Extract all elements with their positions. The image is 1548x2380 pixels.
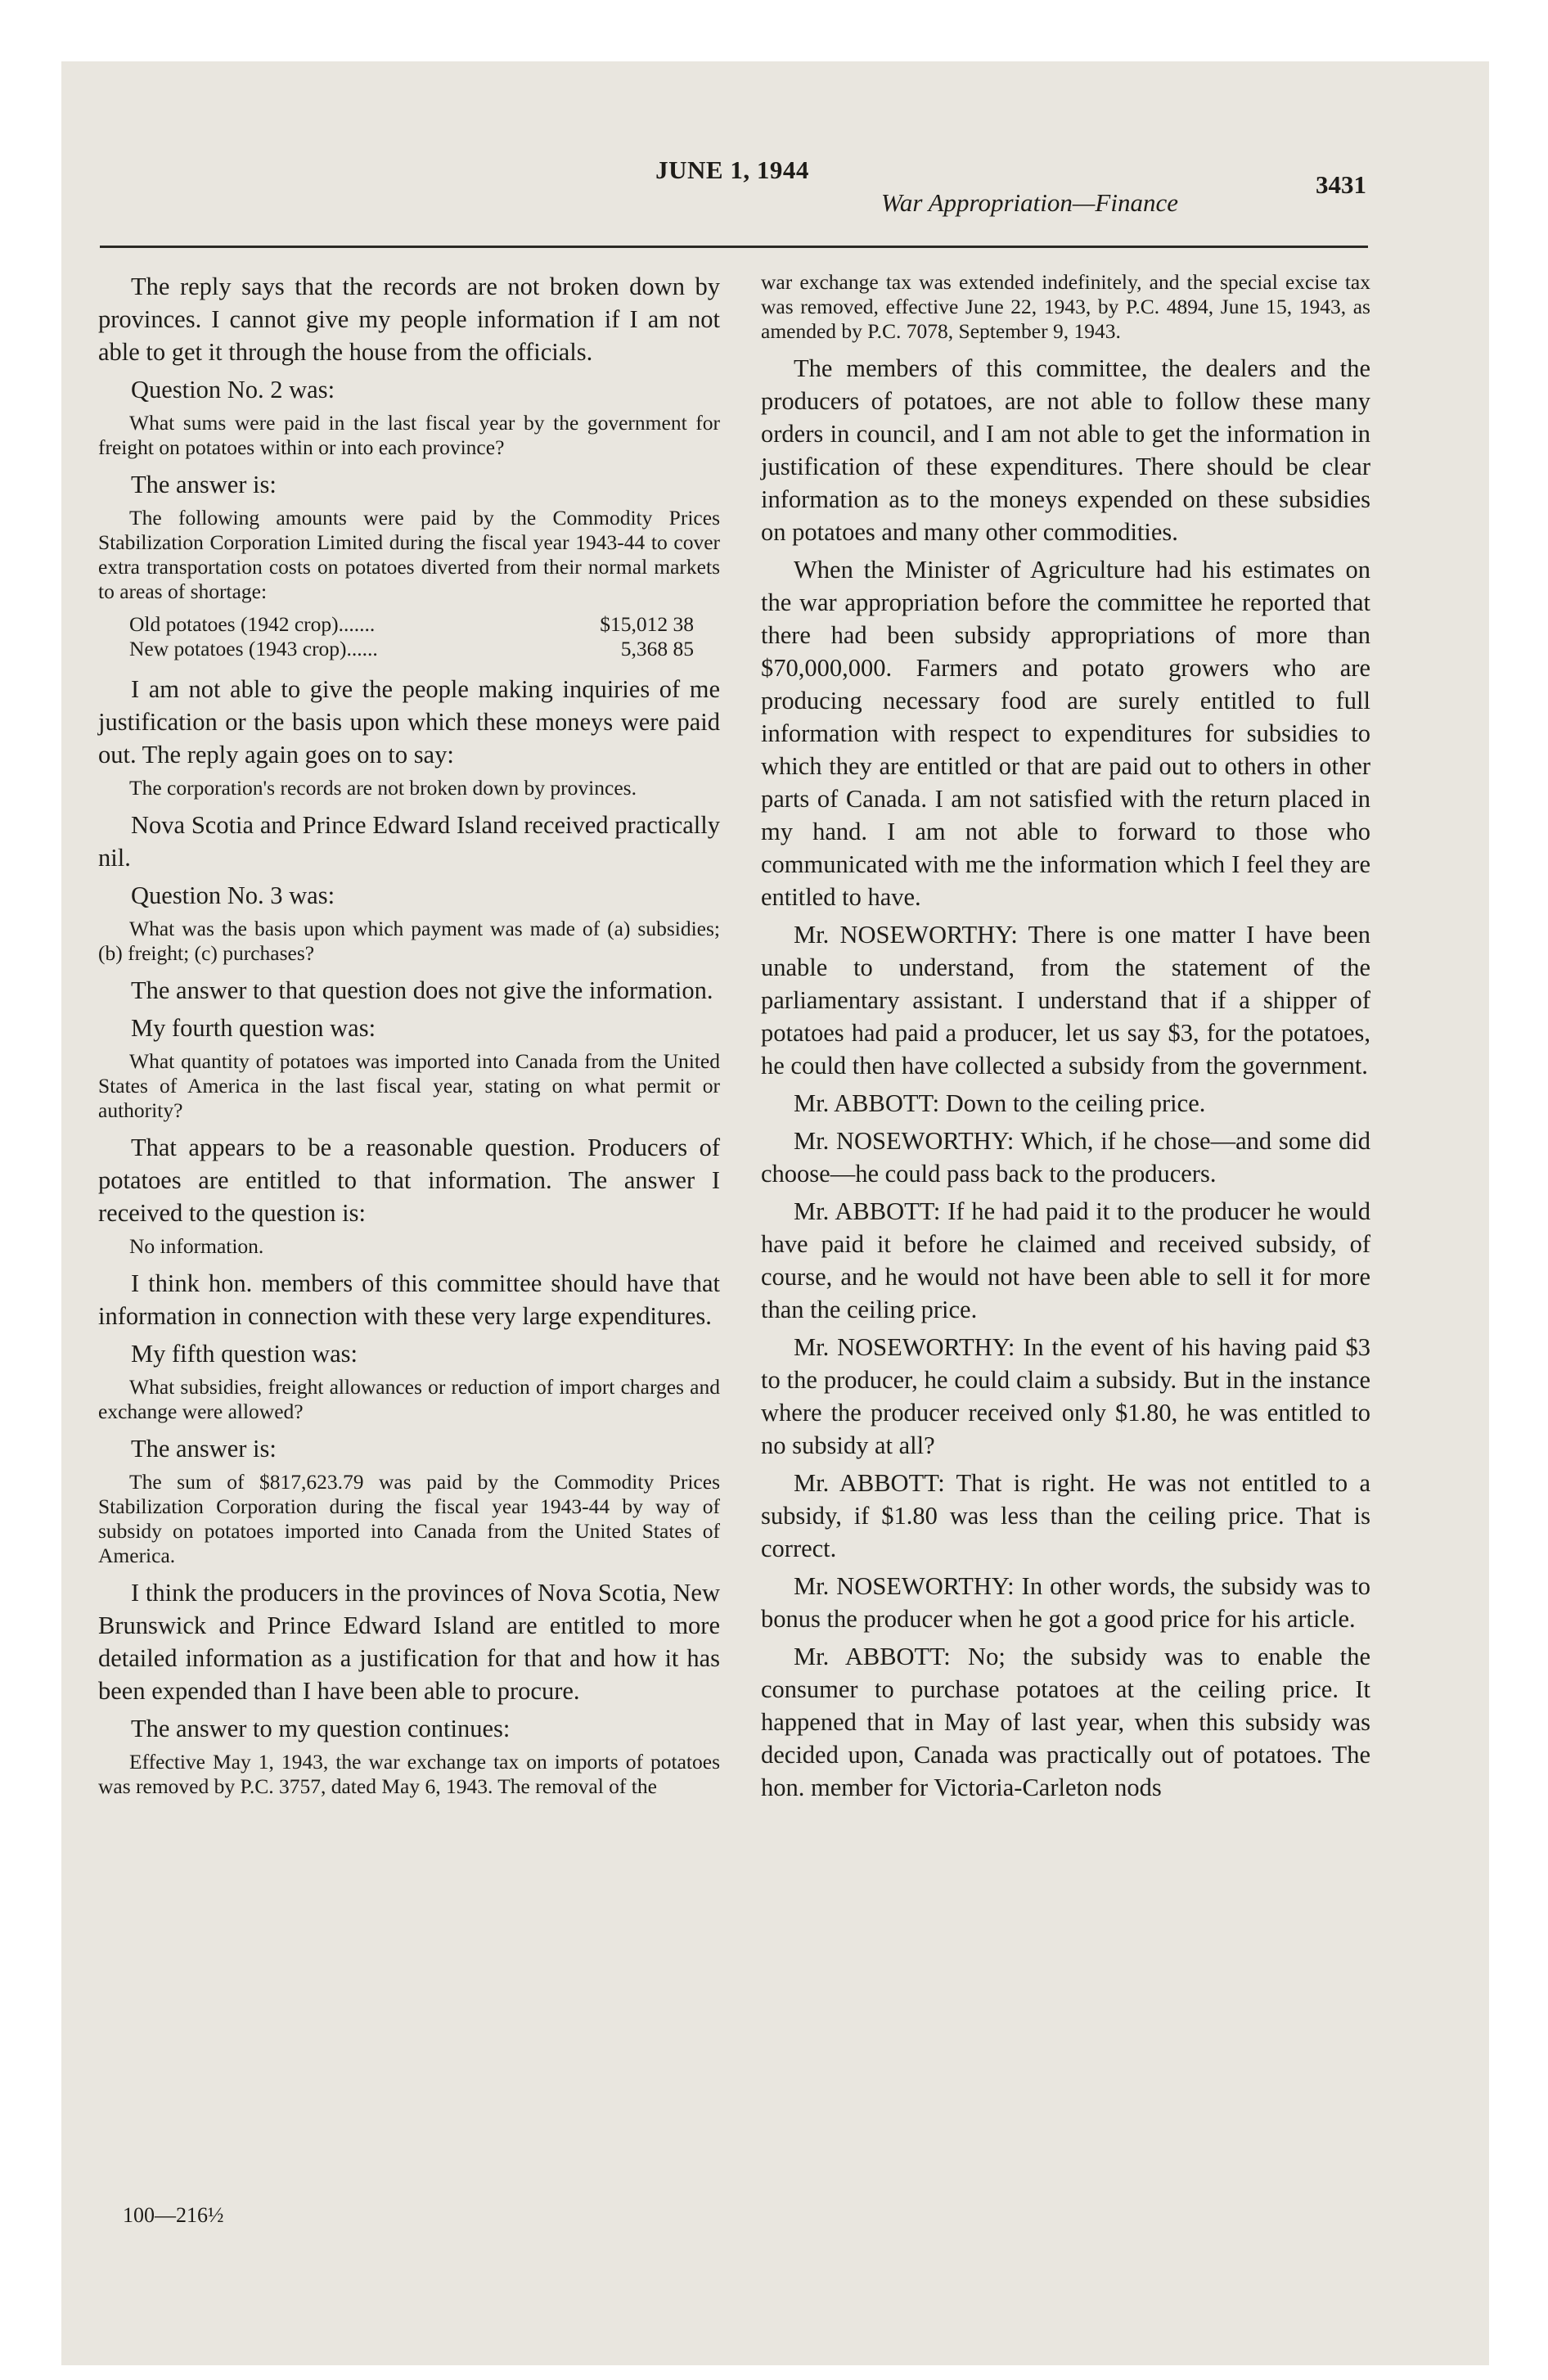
quoted-text: What subsidies, freight allowances or reduction of import charges and exchange were allowed? [98,1375,720,1423]
quoted-text: What was the basis upon which payment was made of (a) subsidies; (b) freight; (c) purchases? [98,917,720,965]
paragraph: The answer is: [131,1435,277,1463]
page-number: 3431 [1316,170,1366,199]
header-rule [100,246,1368,248]
table-label: Old potatoes (1942 crop)....... [129,612,376,636]
paragraph: Nova Scotia and Prince Edward Island received practically nil. [98,811,720,872]
paragraph: That appears to be a reasonable question. Producers of potatoes are entitled to that information. The answer I received to the question is: [98,1134,720,1227]
right-column [761,270,1370,1809]
paragraph: My fourth question was: [131,1014,376,1042]
paragraph: Mr. NOSEWORTHY: Which, if he chose—and some did choose—he could pass back to the producers. [761,1127,1370,1188]
paragraph: I am not able to give the people making inquiries of me justification or the basis upon which these moneys were paid out. The reply again goes on to say: [98,675,720,769]
paragraph: Mr. NOSEWORTHY: In the event of his having paid $3 to the producer, he could claim a subsidy. But in the instance where the producer received only $1.80, he was entitled to no subsidy at all? [761,1333,1370,1459]
paragraph: I think hon. members of this committee should have that information in connection with these very large expenditures. [98,1269,720,1330]
paragraph: The members of this committee, the dealers and the producers of potatoes, are not able to follow these many orders in council, and I am not able to get the information in justification of these expenditures. There should be clear information as to the moneys expended on these subsidies on potatoes and many other commodities. [761,354,1370,546]
header-title: War Appropriation—Finance [880,188,1178,217]
quoted-text: What quantity of potatoes was imported into Canada from the United States of America in the last fiscal year, stating on what permit or authority? [98,1049,720,1122]
paragraph: Mr. ABBOTT: Down to the ceiling price. [794,1089,1206,1117]
quoted-text: The corporation's records are not broken down by provinces. [129,776,637,800]
quoted-text: war exchange tax was extended indefinitely, and the special excise tax was removed, effective June 22, 1943, by P.C. 4894, June 15, 1943, as amended by P.C. 7078, September 9, 1943. [761,270,1370,343]
amounts-table [129,612,694,661]
paragraph: I think the producers in the provinces of Nova Scotia, New Brunswick and Prince Edward Island are entitled to more detailed information as a justification for that and how it has been expended than I have been able to procure. [98,1579,720,1705]
paragraph: My fifth question was: [131,1340,358,1368]
paragraph: The answer to that question does not give the information. [131,976,713,1004]
paragraph: Mr. NOSEWORTHY: There is one matter I have been unable to understand, from the statement of the parliamentary assistant. I understand that if a shipper of potatoes had paid a producer, let us say $3, for the potatoes, he could then have collected a subsidy from the government. [761,921,1370,1080]
table-value: $15,012 38 [600,612,694,636]
table-row [129,612,694,637]
table-label: New potatoes (1943 crop)...... [129,637,378,660]
header-date: JUNE 1, 1944 [655,156,809,184]
folio-mark: 100—216½ [123,2203,224,2227]
paragraph: Question No. 3 was: [131,881,335,909]
paragraph: When the Minister of Agriculture had his estimates on the war appropriation before the committee he reported that there had been subsidy appropriations of more than $70,000,000. Farmers and potato growers who are producing necessary food are surely entitled to full information with respect to expenditures for subsidies to which they are entitled or that are paid out to others in other parts of Canada. I am not satisfied with the return placed in my hand. I am not able to forward to those who communicated with me the information which I feel they are entitled to have. [761,556,1370,911]
paragraph: Mr. NOSEWORTHY: In other words, the subsidy was to bonus the producer when he got a good price for his article. [761,1572,1370,1633]
paragraph: Mr. ABBOTT: No; the subsidy was to enable the consumer to purchase potatoes at the ceiling price. It happened that in May of last year, when this subsidy was decided upon, Canada was practically out of potatoes. The hon. member for Victoria-Carleton nods [761,1643,1370,1801]
quoted-text: The sum of $817,623.79 was paid by the Commodity Prices Stabilization Corporation during the fiscal year 1943-44 by way of subsidy on potatoes imported into Canada from the United States of America. [98,1470,720,1567]
quoted-text: What sums were paid in the last fiscal year by the government for freight on potatoes within or into each province? [98,411,720,459]
table-value: 5,368 85 [620,637,694,660]
table-row [129,637,694,661]
paragraph: The answer to my question continues: [131,1715,511,1742]
quoted-text: The following amounts were paid by the Commodity Prices Stabilization Corporation Limited during the fiscal year 1943-44 to cover extra transportation costs on potatoes diverted from their normal markets to areas of shortage: [98,506,720,603]
left-column [98,270,720,1807]
quoted-text: No information. [129,1234,264,1258]
page-header [98,156,1366,217]
paragraph: The answer is: [131,471,277,498]
paragraph: Mr. ABBOTT: If he had paid it to the producer he would have paid it before he claimed and received subsidy, of course, and he would not have been able to sell it for more than the ceiling price. [761,1197,1370,1323]
paragraph: The reply says that the records are not broken down by provinces. I cannot give my people information if I am not able to get it through the house from the officials. [98,273,720,366]
paragraph: Question No. 2 was: [131,376,335,403]
quoted-text: Effective May 1, 1943, the war exchange tax on imports of potatoes was removed by P.C. 3757, dated May 6, 1943. The removal of the [98,1750,720,1798]
paragraph: Mr. ABBOTT: That is right. He was not entitled to a subsidy, if $1.80 was less than the ceiling price. That is correct. [761,1469,1370,1562]
